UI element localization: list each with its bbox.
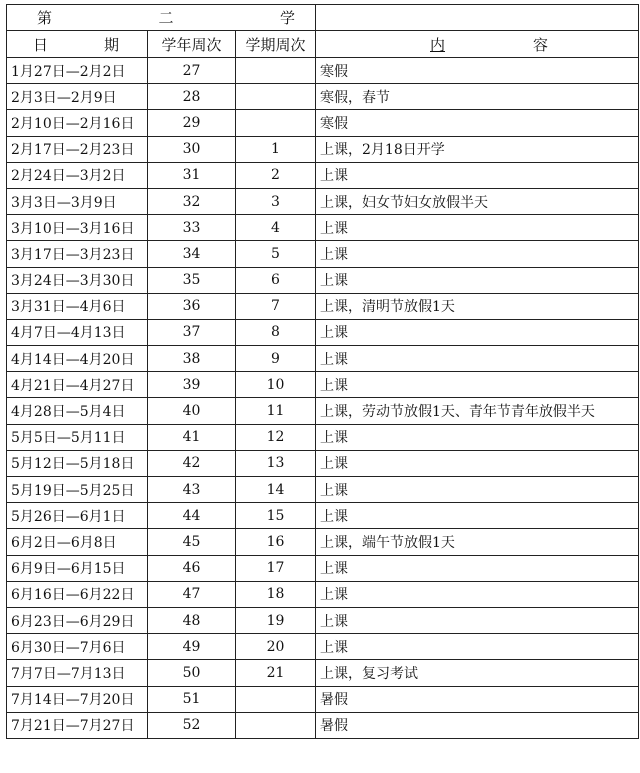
content-cell: 上课: [316, 215, 639, 241]
year-week-cell: 42: [148, 450, 236, 476]
content-cell: 寒假: [316, 58, 639, 84]
table-row: [7, 319, 639, 345]
date-cell: 5月5日—5月11日: [7, 424, 148, 450]
year-week-cell: 52: [148, 712, 236, 738]
term-week-cell: 12: [236, 424, 316, 450]
header-date: [7, 31, 148, 58]
header-term-week: 学期周次: [236, 31, 316, 58]
content-cell: 寒假，春节: [316, 84, 639, 110]
year-week-cell: 51: [148, 686, 236, 712]
table-row: [7, 529, 639, 555]
content-cell: 上课，劳动节放假1天、青年节青年放假半天: [316, 398, 639, 424]
date-cell: 6月2日—6月8日: [7, 529, 148, 555]
table-row: [7, 555, 639, 581]
semester-title-row: [7, 5, 639, 31]
date-cell: 3月17日—3月23日: [7, 241, 148, 267]
table-row: [7, 477, 639, 503]
semester-char-1: 第: [37, 9, 53, 27]
term-week-cell: 7: [236, 293, 316, 319]
year-week-cell: 39: [148, 372, 236, 398]
term-week-cell: 19: [236, 607, 316, 633]
table-row: [7, 607, 639, 633]
content-cell: 上课: [316, 607, 639, 633]
term-week-cell: 1: [236, 136, 316, 162]
term-week-cell: [236, 110, 316, 136]
term-week-cell: [236, 686, 316, 712]
semester-title-blank: [316, 5, 639, 31]
term-week-cell: 21: [236, 660, 316, 686]
year-week-cell: 29: [148, 110, 236, 136]
year-week-cell: 27: [148, 58, 236, 84]
content-cell: 上课: [316, 319, 639, 345]
table-row: [7, 712, 639, 738]
date-cell: 7月14日—7月20日: [7, 686, 148, 712]
year-week-cell: 41: [148, 424, 236, 450]
term-week-cell: 15: [236, 503, 316, 529]
content-cell: 上课，清明节放假1天: [316, 293, 639, 319]
table-row: [7, 267, 639, 293]
date-cell: 5月26日—6月1日: [7, 503, 148, 529]
year-week-cell: 44: [148, 503, 236, 529]
year-week-cell: 36: [148, 293, 236, 319]
date-cell: 4月7日—4月13日: [7, 319, 148, 345]
year-week-cell: 35: [148, 267, 236, 293]
content-cell: 上课: [316, 555, 639, 581]
header-date-char-1: 日: [33, 35, 49, 54]
table-row: [7, 660, 639, 686]
content-cell: 上课，妇女节妇女放假半天: [316, 188, 639, 214]
date-cell: 3月10日—3月16日: [7, 215, 148, 241]
date-cell: 5月12日—5月18日: [7, 450, 148, 476]
term-week-cell: [236, 712, 316, 738]
content-cell: 上课，2月18日开学: [316, 136, 639, 162]
term-week-cell: 6: [236, 267, 316, 293]
date-cell: 4月28日—5月4日: [7, 398, 148, 424]
term-week-cell: 18: [236, 581, 316, 607]
year-week-cell: 40: [148, 398, 236, 424]
year-week-cell: 33: [148, 215, 236, 241]
table-row: [7, 188, 639, 214]
schedule-table: [6, 4, 639, 739]
term-week-cell: 8: [236, 319, 316, 345]
date-cell: 7月7日—7月13日: [7, 660, 148, 686]
table-row: [7, 450, 639, 476]
term-week-cell: 17: [236, 555, 316, 581]
header-row: [7, 31, 639, 58]
term-week-cell: 4: [236, 215, 316, 241]
date-cell: 2月24日—3月2日: [7, 162, 148, 188]
table-row: [7, 162, 639, 188]
content-cell: 上课: [316, 267, 639, 293]
term-week-cell: 3: [236, 188, 316, 214]
year-week-cell: 37: [148, 319, 236, 345]
content-cell: 上课: [316, 581, 639, 607]
date-cell: 2月17日—2月23日: [7, 136, 148, 162]
table-row: [7, 424, 639, 450]
term-week-cell: 13: [236, 450, 316, 476]
term-week-cell: 20: [236, 634, 316, 660]
content-cell: 上课: [316, 372, 639, 398]
date-cell: 2月3日—2月9日: [7, 84, 148, 110]
year-week-cell: 38: [148, 346, 236, 372]
year-week-cell: 32: [148, 188, 236, 214]
table-row: [7, 110, 639, 136]
year-week-cell: 47: [148, 581, 236, 607]
table-row: [7, 293, 639, 319]
year-week-cell: 46: [148, 555, 236, 581]
header-content: [316, 31, 639, 58]
term-week-cell: [236, 84, 316, 110]
content-cell: 上课: [316, 503, 639, 529]
year-week-cell: 31: [148, 162, 236, 188]
date-cell: 4月21日—4月27日: [7, 372, 148, 398]
table-row: [7, 503, 639, 529]
content-cell: 上课: [316, 450, 639, 476]
date-cell: 7月21日—7月27日: [7, 712, 148, 738]
content-cell: 上课: [316, 477, 639, 503]
table-row: [7, 398, 639, 424]
header-year-week: 学年周次: [148, 31, 236, 58]
year-week-cell: 48: [148, 607, 236, 633]
date-cell: 4月14日—4月20日: [7, 346, 148, 372]
date-cell: 3月24日—3月30日: [7, 267, 148, 293]
table-row: [7, 241, 639, 267]
term-week-cell: 11: [236, 398, 316, 424]
table-row: [7, 686, 639, 712]
content-cell: 上课: [316, 162, 639, 188]
table-row: [7, 84, 639, 110]
header-date-char-2: 期: [103, 35, 119, 54]
year-week-cell: 45: [148, 529, 236, 555]
term-week-cell: [236, 58, 316, 84]
term-week-cell: 16: [236, 529, 316, 555]
schedule-page: [6, 4, 638, 770]
term-week-cell: 14: [236, 477, 316, 503]
content-cell: 上课: [316, 424, 639, 450]
date-cell: 3月3日—3月9日: [7, 188, 148, 214]
table-row: [7, 346, 639, 372]
content-cell: 上课: [316, 634, 639, 660]
year-week-cell: 28: [148, 84, 236, 110]
semester-title: [7, 5, 316, 31]
year-week-cell: 43: [148, 477, 236, 503]
year-week-cell: 34: [148, 241, 236, 267]
content-cell: 暑假: [316, 712, 639, 738]
date-cell: 3月31日—4月6日: [7, 293, 148, 319]
header-content-char-2: 容: [532, 35, 548, 54]
header-content-char-1: 内: [430, 35, 446, 54]
term-week-cell: 2: [236, 162, 316, 188]
date-cell: 6月16日—6月22日: [7, 581, 148, 607]
date-cell: 2月10日—2月16日: [7, 110, 148, 136]
table-row: [7, 136, 639, 162]
year-week-cell: 50: [148, 660, 236, 686]
table-row: [7, 634, 639, 660]
table-row: [7, 58, 639, 84]
content-cell: 上课: [316, 346, 639, 372]
content-cell: 暑假: [316, 686, 639, 712]
year-week-cell: 49: [148, 634, 236, 660]
date-cell: 1月27日—2月2日: [7, 58, 148, 84]
table-row: [7, 215, 639, 241]
content-cell: 上课: [316, 241, 639, 267]
content-cell: 上课，复习考试: [316, 660, 639, 686]
table-row: [7, 372, 639, 398]
term-week-cell: 5: [236, 241, 316, 267]
table-row: [7, 581, 639, 607]
date-cell: 6月30日—7月6日: [7, 634, 148, 660]
date-cell: 6月23日—6月29日: [7, 607, 148, 633]
content-cell: 寒假: [316, 110, 639, 136]
term-week-cell: 10: [236, 372, 316, 398]
year-week-cell: 30: [148, 136, 236, 162]
content-cell: 上课，端午节放假1天: [316, 529, 639, 555]
date-cell: 5月19日—5月25日: [7, 477, 148, 503]
semester-char-3: 学: [279, 9, 295, 27]
term-week-cell: 9: [236, 346, 316, 372]
semester-char-2: 二: [158, 9, 174, 27]
date-cell: 6月9日—6月15日: [7, 555, 148, 581]
